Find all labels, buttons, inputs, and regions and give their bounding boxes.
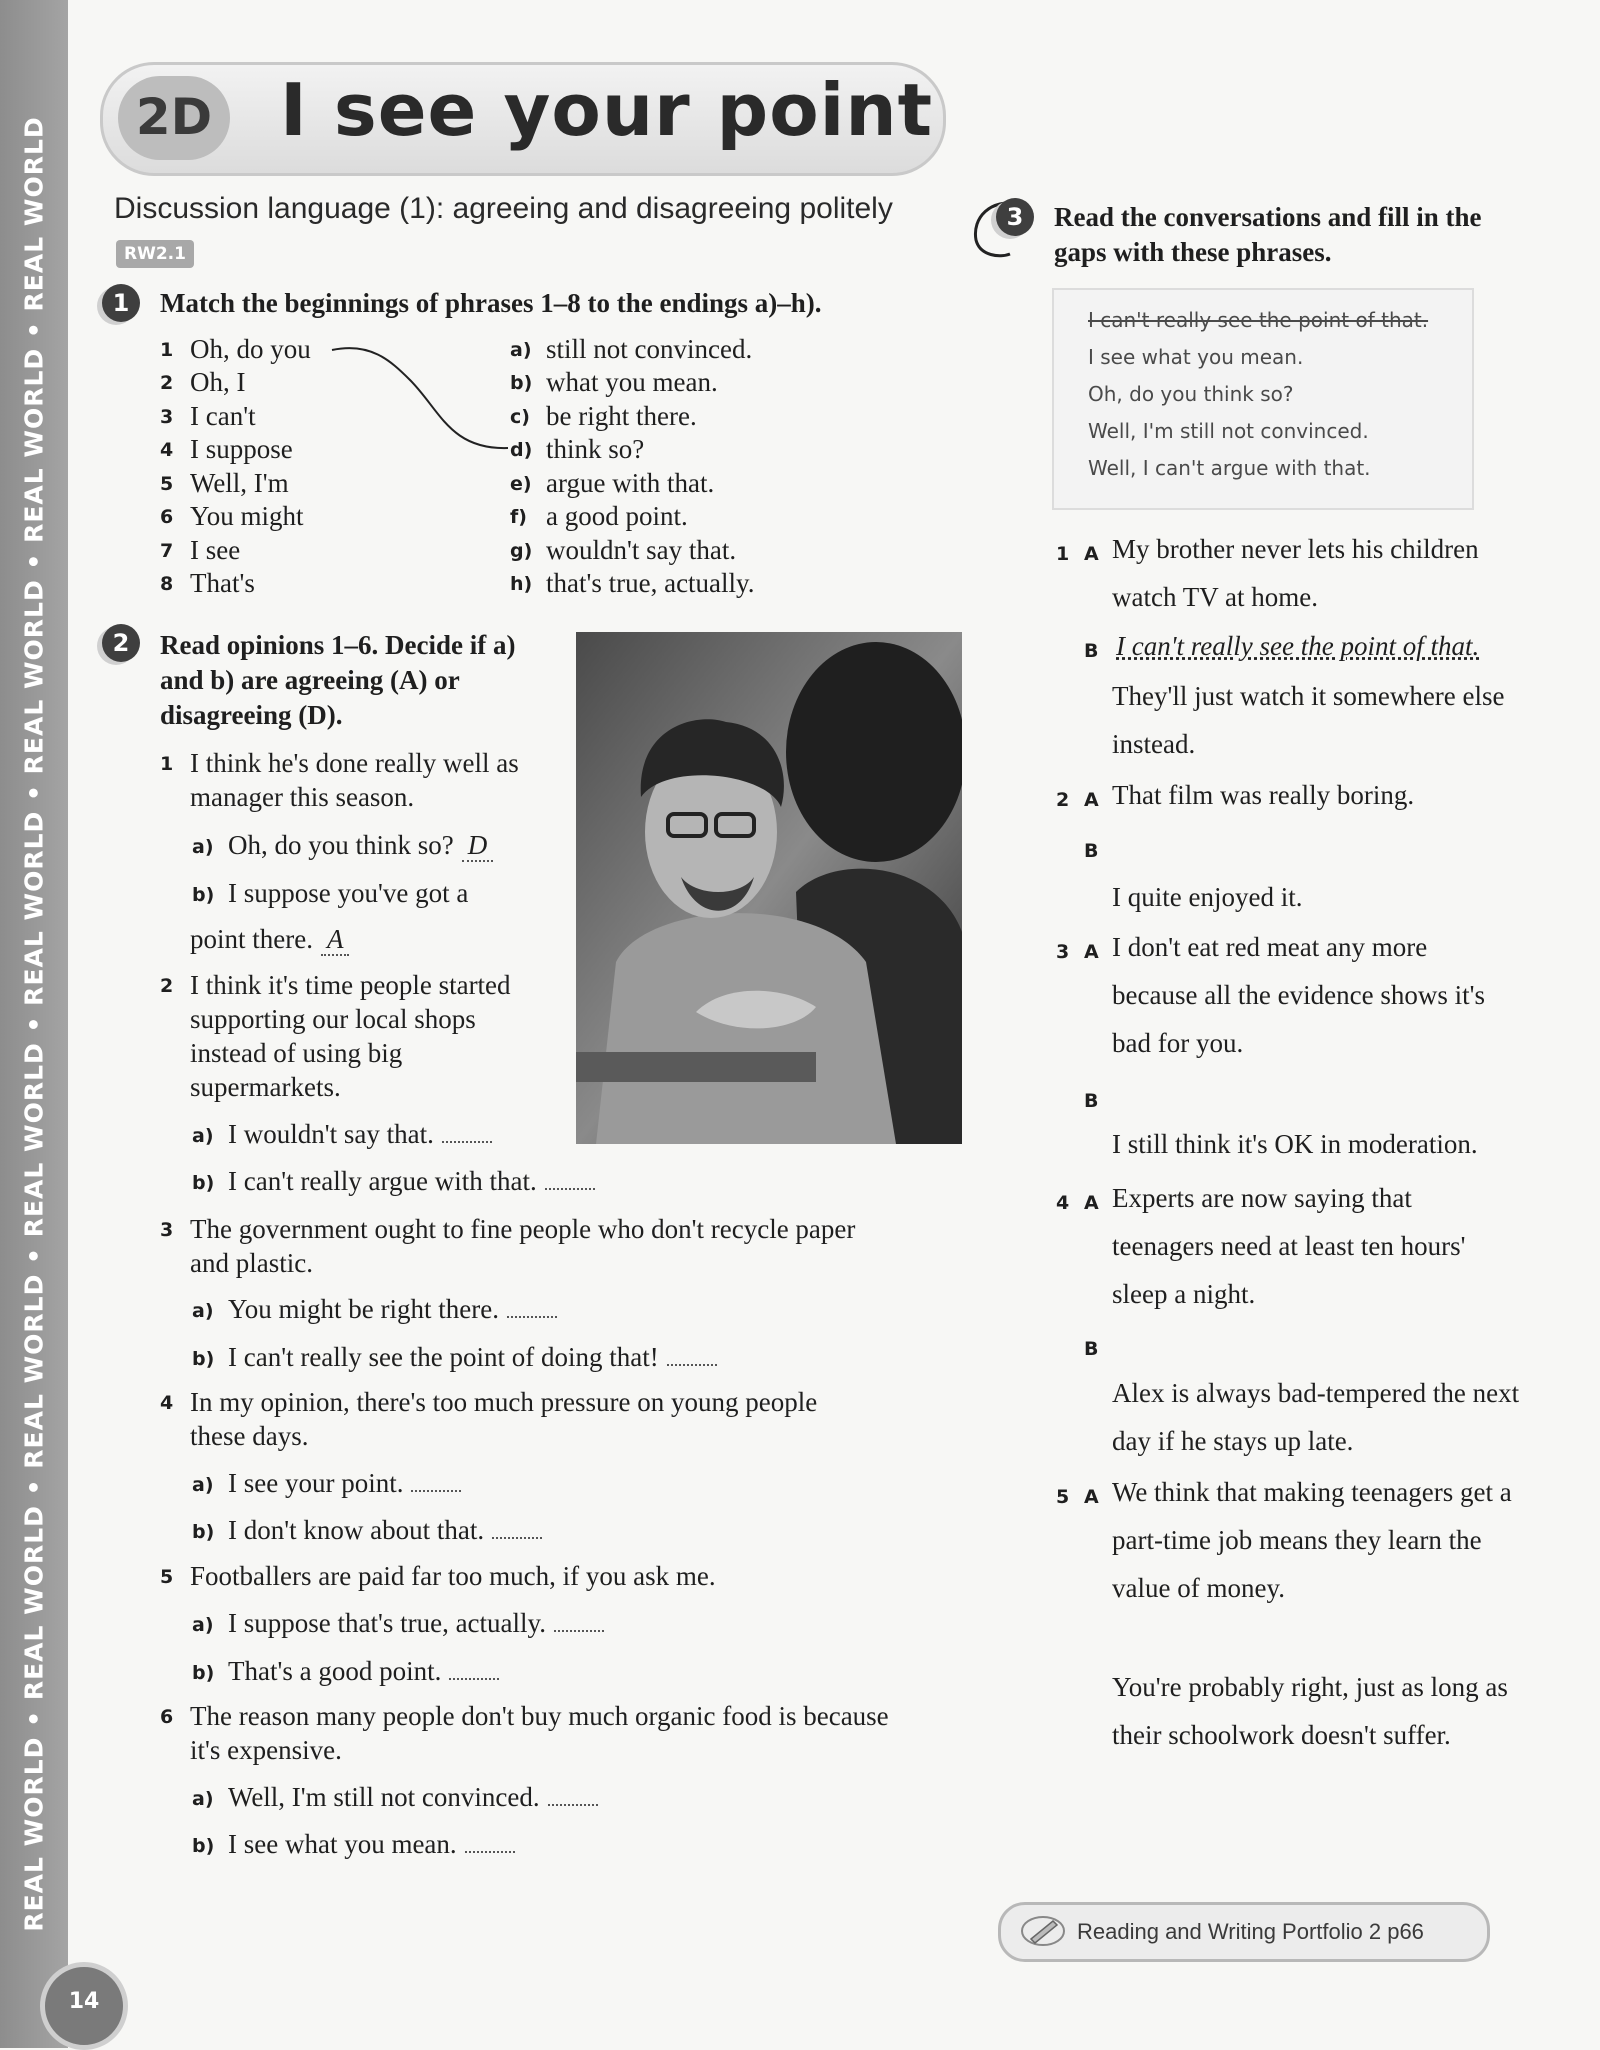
phrase-beginning: Well, I'm	[190, 468, 289, 498]
conversation-number: 2	[1056, 789, 1070, 811]
opinion-text: instead of using big	[190, 1038, 403, 1068]
phrase-beginning: That's	[190, 568, 255, 598]
response-text: You might be right there.	[228, 1294, 499, 1324]
response-b-continued	[190, 922, 349, 956]
exercise-1-badge: 1	[102, 284, 140, 322]
line-b: You're probably right, just as long as	[1112, 1672, 1508, 1702]
speaker-a: A	[1084, 789, 1099, 811]
phrase-ending: think so?	[546, 434, 645, 464]
response-a	[228, 1292, 557, 1326]
phrase-ending: wouldn't say that.	[546, 535, 737, 565]
line-a: value of money.	[1112, 1573, 1285, 1603]
response-a	[228, 1780, 598, 1814]
option-letter: a)	[192, 836, 214, 858]
example-match-line	[330, 340, 510, 460]
lesson-code: 2D	[135, 88, 213, 146]
line-a: watch TV at home.	[1112, 582, 1318, 612]
phrase-ending: that's true, actually.	[546, 568, 755, 598]
item-letter: c)	[510, 406, 530, 428]
response-b	[228, 1827, 515, 1861]
phrase-ending: be right there.	[546, 401, 697, 431]
phrase-beginning: I see	[190, 535, 241, 565]
answer-blank[interactable]	[507, 1316, 557, 1318]
response-text: I see your point.	[228, 1468, 404, 1498]
page-number-badge	[40, 1962, 128, 2050]
response-b	[228, 1513, 542, 1547]
phrase-ending: what you mean.	[546, 367, 718, 397]
phrase-option: Well, I'm still not convinced.	[1088, 419, 1369, 443]
answer-a: D	[462, 830, 494, 862]
speaker-a: A	[1084, 543, 1099, 565]
opinion-text: I think it's time people started	[190, 970, 511, 1000]
sidebar-label: REAL WORLD • REAL WORLD • REAL WORLD • REAL WORLD • REAL WORLD • REAL WORLD • REAL WORLD • REAL WORLD	[19, 116, 49, 1932]
answer-blank[interactable]	[548, 1804, 598, 1806]
opinion-text: Footballers are paid far too much, if you ask me.	[190, 1561, 716, 1591]
answer-blank[interactable]	[449, 1678, 499, 1680]
item-number: 2	[160, 975, 174, 997]
option-letter: b)	[192, 1835, 215, 1857]
speaker-b: B	[1084, 640, 1099, 662]
item-number: 3	[160, 406, 174, 428]
item-letter: b)	[510, 372, 533, 394]
section-title: Discussion language (1): agreeing and disagreeing politely	[114, 192, 893, 225]
response-text: That's a good point.	[228, 1656, 442, 1686]
speaker-b: B	[1084, 840, 1099, 862]
exercise-2-instruction-line: and b) are agreeing (A) or	[160, 665, 460, 695]
opinion-text: it's expensive.	[190, 1735, 342, 1765]
response-b	[228, 1164, 595, 1198]
phrase-option: I see what you mean.	[1088, 345, 1304, 369]
opinion-text: The government ought to fine people who don't recycle paper	[190, 1214, 856, 1244]
exercise-2-badge: 2	[102, 624, 140, 662]
item-number: 1	[160, 339, 174, 361]
option-letter: b)	[192, 1348, 215, 1370]
exercise-2-instruction-line: Read opinions 1–6. Decide if a)	[160, 630, 516, 660]
response-b	[228, 1654, 499, 1688]
opinion-text: and plastic.	[190, 1248, 313, 1278]
option-letter: a)	[192, 1788, 214, 1810]
answer-b: A	[321, 924, 350, 956]
line-a: sleep a night.	[1112, 1279, 1256, 1309]
conversation-number: 3	[1056, 941, 1070, 963]
portfolio-text: Reading and Writing Portfolio 2 p66	[1077, 1919, 1424, 1944]
line-a: I don't eat red meat any more	[1112, 932, 1428, 962]
response-a	[228, 828, 493, 862]
line-a: My brother never lets his children	[1112, 534, 1479, 564]
exercise-1-instruction: Match the beginnings of phrases 1–8 to the endings a)–h).	[160, 288, 822, 318]
phrase-option: Well, I can't argue with that.	[1088, 456, 1371, 480]
phrase-option: Oh, do you think so?	[1088, 382, 1294, 406]
section-tag: RW2.1	[116, 240, 194, 268]
page-title: I see your point	[280, 68, 934, 152]
line-a: because all the evidence shows it's	[1112, 980, 1485, 1010]
pen-icon	[1019, 1913, 1067, 1949]
opinion-text: these days.	[190, 1421, 309, 1451]
page-number: 14	[68, 1989, 100, 2014]
exercise-3-instruction-line: Read the conversations and fill in the	[1054, 202, 1482, 232]
answer-blank[interactable]	[667, 1364, 717, 1366]
opinion-text: supermarkets.	[190, 1072, 341, 1102]
line-a: bad for you.	[1112, 1028, 1244, 1058]
response-text: point there.	[190, 924, 313, 954]
line-b: I quite enjoyed it.	[1112, 882, 1303, 912]
exercise-3-instruction-line: gaps with these phrases.	[1054, 237, 1332, 267]
line-a: part-time job means they learn the	[1112, 1525, 1482, 1555]
response-b	[228, 1340, 717, 1374]
line-a: We think that making teenagers get a	[1112, 1477, 1512, 1507]
speaker-a: A	[1084, 1486, 1099, 1508]
item-number: 7	[160, 540, 174, 562]
item-number: 5	[160, 1566, 174, 1588]
item-number: 3	[160, 1219, 174, 1241]
response-text: I can't really argue with that.	[228, 1166, 537, 1196]
response-text: I suppose that's true, actually.	[228, 1608, 547, 1638]
speaker-a: A	[1084, 941, 1099, 963]
opinion-text: supporting our local shops	[190, 1004, 476, 1034]
answer-blank[interactable]	[554, 1630, 604, 1632]
line-b: I still think it's OK in moderation.	[1112, 1129, 1478, 1159]
answer-blank[interactable]	[545, 1188, 595, 1190]
item-number: 4	[160, 439, 174, 461]
opinion-text: The reason many people don't buy much organic food is because	[190, 1701, 889, 1731]
opinion-text: I think he's done really well as	[190, 748, 519, 778]
line-b: Alex is always bad-tempered the next	[1112, 1378, 1520, 1408]
response-text: I don't know about that.	[228, 1515, 485, 1545]
exercise-3-badge: 3	[996, 198, 1034, 236]
option-letter: b)	[192, 1172, 215, 1194]
option-letter: a)	[192, 1125, 214, 1147]
response-text: Well, I'm still not convinced.	[228, 1782, 540, 1812]
exercise-2-instruction-line: disagreeing (D).	[160, 700, 343, 730]
item-letter: a)	[510, 339, 532, 361]
sidebar-strip	[0, 0, 68, 2048]
line-a: Experts are now saying that	[1112, 1183, 1412, 1213]
item-letter: d)	[510, 439, 533, 461]
item-letter: h)	[510, 573, 533, 595]
answer-blank[interactable]	[411, 1490, 461, 1492]
opinion-text: In my opinion, there's too much pressure on young people	[190, 1387, 818, 1417]
phrase-beginning: Oh, do you	[190, 334, 311, 364]
conversation-number: 1	[1056, 543, 1070, 565]
conversation-number: 4	[1056, 1192, 1070, 1214]
item-letter: g)	[510, 540, 533, 562]
phrase-ending: still not convinced.	[546, 334, 753, 364]
answer-b: I can't really see the point of that.	[1116, 631, 1480, 661]
speaker-b: B	[1084, 1090, 1099, 1112]
phrase-used: I can't really see the point of that.	[1088, 308, 1429, 332]
discussion-photo	[576, 632, 962, 1144]
phrase-beginning: Oh, I	[190, 367, 246, 397]
phrase-beginning: You might	[190, 501, 304, 531]
phrase-beginning: I can't	[190, 401, 256, 431]
response-a	[228, 1466, 461, 1500]
item-number: 4	[160, 1392, 174, 1414]
speaker-a: A	[1084, 1192, 1099, 1214]
option-letter: a)	[192, 1474, 214, 1496]
item-number: 1	[160, 753, 174, 775]
option-letter: a)	[192, 1300, 214, 1322]
response-a	[228, 1117, 492, 1151]
phrase-ending: argue with that.	[546, 468, 715, 498]
item-letter: e)	[510, 473, 532, 495]
response-text: I wouldn't say that.	[228, 1119, 434, 1149]
item-number: 6	[160, 506, 174, 528]
line-b: day if he stays up late.	[1112, 1426, 1354, 1456]
phrase-box	[1052, 288, 1474, 510]
option-letter: b)	[192, 1662, 215, 1684]
line-b: instead.	[1112, 729, 1196, 759]
conversation-number: 5	[1056, 1486, 1070, 1508]
response-a	[228, 1606, 604, 1640]
line-b: their schoolwork doesn't suffer.	[1112, 1720, 1451, 1750]
response-b: I suppose you've got a	[228, 878, 469, 908]
line-a: That film was really boring.	[1112, 780, 1415, 810]
response-text: I can't really see the point of doing that!	[228, 1342, 659, 1372]
portfolio-reference[interactable]	[998, 1902, 1490, 1962]
answer-blank[interactable]	[465, 1851, 515, 1853]
line-a: teenagers need at least ten hours'	[1112, 1231, 1466, 1261]
item-number: 2	[160, 372, 174, 394]
response-text: I see what you mean.	[228, 1829, 457, 1859]
response-text: Oh, do you think so?	[228, 830, 454, 860]
phrase-beginning: I suppose	[190, 434, 293, 464]
answer-blank[interactable]	[492, 1537, 542, 1539]
answer-blank[interactable]	[442, 1141, 492, 1143]
lesson-code-badge	[118, 76, 230, 160]
item-number: 5	[160, 473, 174, 495]
item-number: 8	[160, 573, 174, 595]
option-letter: b)	[192, 1521, 215, 1543]
speaker-b: B	[1084, 1338, 1099, 1360]
opinion-text: manager this season.	[190, 782, 415, 812]
phrase-ending: a good point.	[546, 501, 688, 531]
option-letter: a)	[192, 1614, 214, 1636]
item-number: 6	[160, 1706, 174, 1728]
item-letter: f)	[510, 506, 527, 528]
option-letter: b)	[192, 884, 215, 906]
line-b: They'll just watch it somewhere else	[1112, 681, 1505, 711]
